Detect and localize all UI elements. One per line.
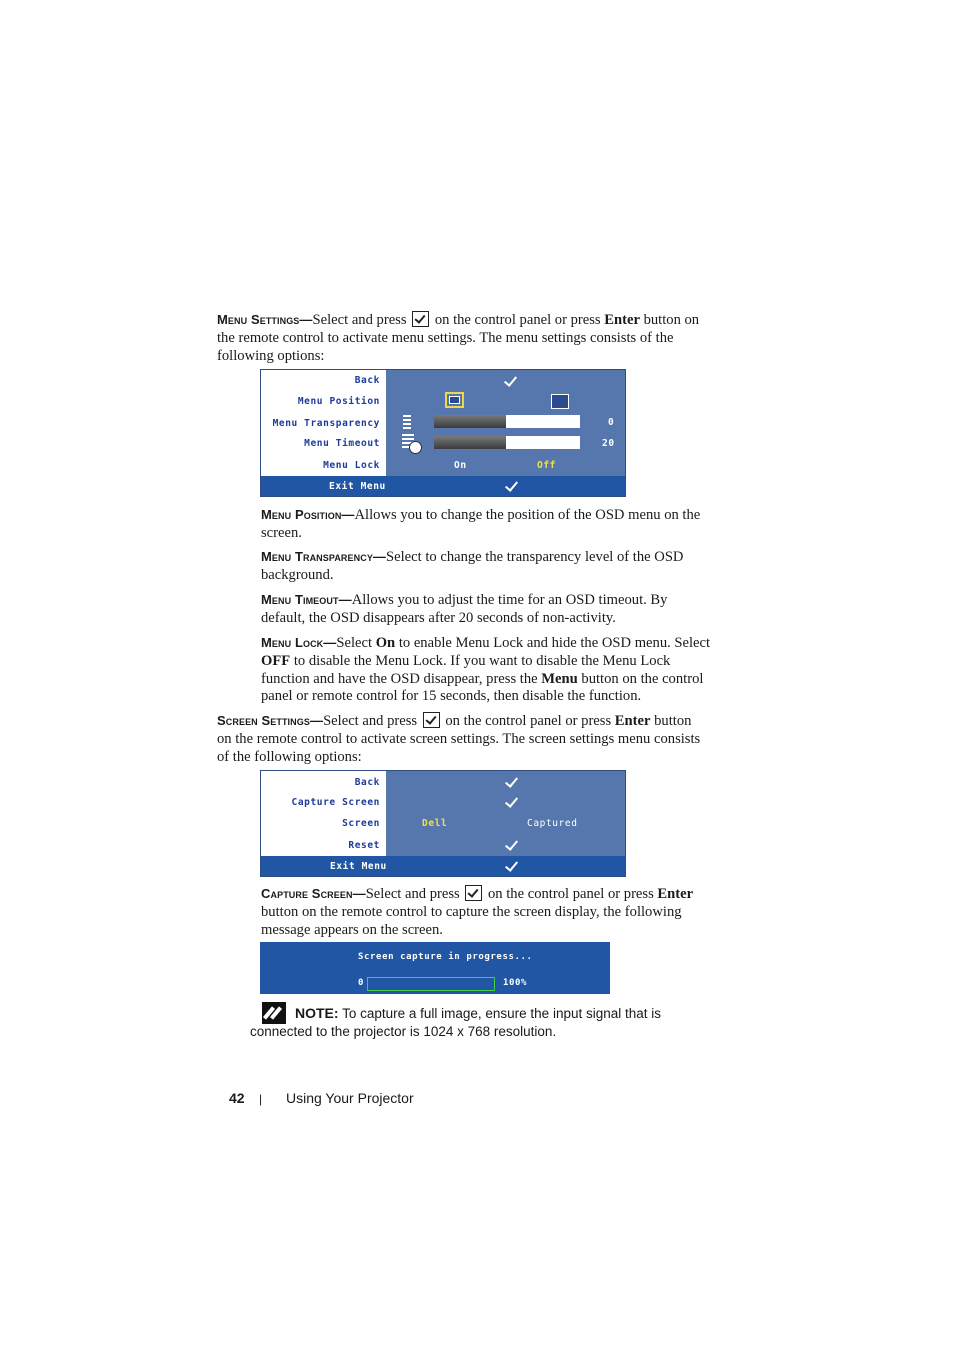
exit-menu-bar[interactable] bbox=[261, 856, 625, 876]
text: on the control panel or press bbox=[431, 312, 605, 328]
menu-timeout-heading: Menu Timeout— bbox=[261, 592, 352, 607]
menu-settings-paragraph bbox=[217, 311, 709, 365]
capture-screen-heading: Capture Screen— bbox=[261, 886, 366, 901]
note-text: To capture a full image, ensure the input signal that is connected to the projector is 1024 x 768 resolution. bbox=[250, 1006, 662, 1039]
text: Allows you to change the position of the OSD menu on the screen. bbox=[261, 507, 701, 541]
text: Allows you to adjust the time for an OSD timeout. By default, the OSD disappears after 20 seconds of non-activity. bbox=[261, 592, 668, 626]
enter-keyword: Enter bbox=[657, 886, 694, 902]
position-right-icon[interactable] bbox=[551, 394, 569, 409]
page-number: 42 bbox=[229, 1090, 245, 1106]
menu-lock-heading: Menu Lock— bbox=[261, 635, 337, 650]
exit-check-icon bbox=[505, 478, 518, 492]
exit-menu-label: Exit Menu bbox=[330, 861, 387, 872]
capture-progress-bar bbox=[367, 977, 495, 991]
enter-checkmark-icon bbox=[465, 885, 482, 901]
text: Select and press bbox=[323, 713, 421, 729]
text: on the control panel or press bbox=[484, 886, 658, 902]
text: Select and press bbox=[365, 886, 464, 902]
lock-on-option[interactable]: On bbox=[454, 460, 467, 471]
osd-item-menu-lock[interactable]: Menu Lock bbox=[323, 460, 380, 471]
text: to disable the Menu Lock. If you want to disable the Menu Lock function and have the OSD disappear, press the bbox=[261, 652, 671, 687]
timeout-value: 20 bbox=[602, 438, 615, 449]
menu-lock-paragraph bbox=[261, 634, 711, 706]
enter-checkmark-icon bbox=[412, 311, 429, 327]
osd-item-back[interactable]: Back bbox=[354, 777, 380, 788]
text: on the control panel or press bbox=[441, 713, 615, 729]
osd-item-menu-timeout[interactable]: Menu Timeout bbox=[304, 438, 380, 449]
text: button on the remote control to activate menu settings. The menu settings consists of the following options: bbox=[217, 312, 700, 364]
osd-label-column bbox=[261, 370, 386, 476]
osd-item-capture-screen[interactable]: Capture Screen bbox=[291, 797, 380, 808]
clock-icon bbox=[409, 441, 422, 454]
menu-settings-heading: Menu Settings— bbox=[217, 312, 313, 327]
progress-fill bbox=[368, 978, 494, 990]
text: Select to change the transparency level of the OSD background. bbox=[261, 549, 684, 583]
menu-transparency-heading: Menu Transparency— bbox=[261, 549, 387, 564]
text: button on the remote control to activate screen settings. The screen settings menu consists of the following options: bbox=[217, 713, 701, 765]
enter-keyword: Enter bbox=[614, 713, 651, 729]
footer-separator: | bbox=[259, 1092, 263, 1106]
transparency-icon bbox=[403, 415, 411, 429]
text: Select and press bbox=[312, 312, 411, 328]
osd-item-screen[interactable]: Screen bbox=[342, 818, 380, 829]
text: button on the remote control to capture the screen display, the following message appears on the screen. bbox=[261, 903, 682, 938]
footer-section-title: Using Your Projector bbox=[286, 1090, 414, 1106]
osd-screen-settings-panel bbox=[260, 770, 626, 877]
off-keyword: OFF bbox=[261, 652, 291, 669]
capture-message: Screen capture in progress... bbox=[358, 952, 533, 962]
capture-progress-box bbox=[260, 942, 610, 994]
menu-keyword: Menu bbox=[541, 670, 578, 687]
progress-end-label: 100% bbox=[503, 978, 528, 988]
screen-dell-option[interactable]: Dell bbox=[422, 818, 448, 829]
osd-item-back[interactable]: Back bbox=[354, 375, 380, 386]
menu-transparency-paragraph bbox=[261, 548, 711, 585]
enter-checkmark-icon bbox=[423, 712, 440, 728]
transparency-slider[interactable] bbox=[434, 415, 580, 428]
transparency-value: 0 bbox=[608, 417, 615, 428]
exit-menu-label: Exit Menu bbox=[329, 481, 386, 492]
osd-item-menu-transparency[interactable]: Menu Transparency bbox=[272, 418, 380, 429]
back-check-icon bbox=[505, 774, 518, 788]
text: to enable Menu Lock and hide the OSD menu. Select bbox=[395, 635, 711, 651]
on-keyword: On bbox=[375, 635, 396, 651]
progress-start-label: 0 bbox=[358, 978, 365, 988]
screen-captured-option[interactable]: Captured bbox=[527, 818, 578, 829]
screen-settings-paragraph bbox=[217, 712, 709, 766]
reset-check-icon bbox=[505, 837, 518, 851]
capture-check-icon bbox=[505, 794, 518, 808]
osd-menu-settings-panel bbox=[260, 369, 626, 497]
menu-position-heading: Menu Position— bbox=[261, 507, 355, 522]
back-check-icon bbox=[504, 373, 517, 387]
exit-check-icon bbox=[505, 858, 518, 872]
osd-item-reset[interactable]: Reset bbox=[348, 840, 380, 851]
osd-label-column bbox=[261, 771, 386, 856]
capture-screen-paragraph bbox=[261, 885, 711, 939]
exit-menu-bar[interactable] bbox=[261, 476, 625, 496]
note-block bbox=[250, 1004, 720, 1041]
text: button on the control panel or remote control for 15 seconds, then disable the function. bbox=[261, 670, 704, 705]
position-left-icon[interactable] bbox=[445, 392, 464, 408]
menu-timeout-paragraph bbox=[261, 591, 711, 628]
enter-keyword: Enter bbox=[604, 312, 640, 328]
menu-position-paragraph bbox=[261, 506, 711, 543]
timeout-slider[interactable] bbox=[434, 436, 580, 449]
screen-settings-heading: Screen Settings— bbox=[217, 713, 324, 728]
osd-item-menu-position[interactable]: Menu Position bbox=[297, 396, 380, 407]
text: Select bbox=[336, 635, 376, 651]
note-label: NOTE: bbox=[295, 1005, 339, 1021]
lock-off-option[interactable]: Off bbox=[537, 460, 556, 471]
